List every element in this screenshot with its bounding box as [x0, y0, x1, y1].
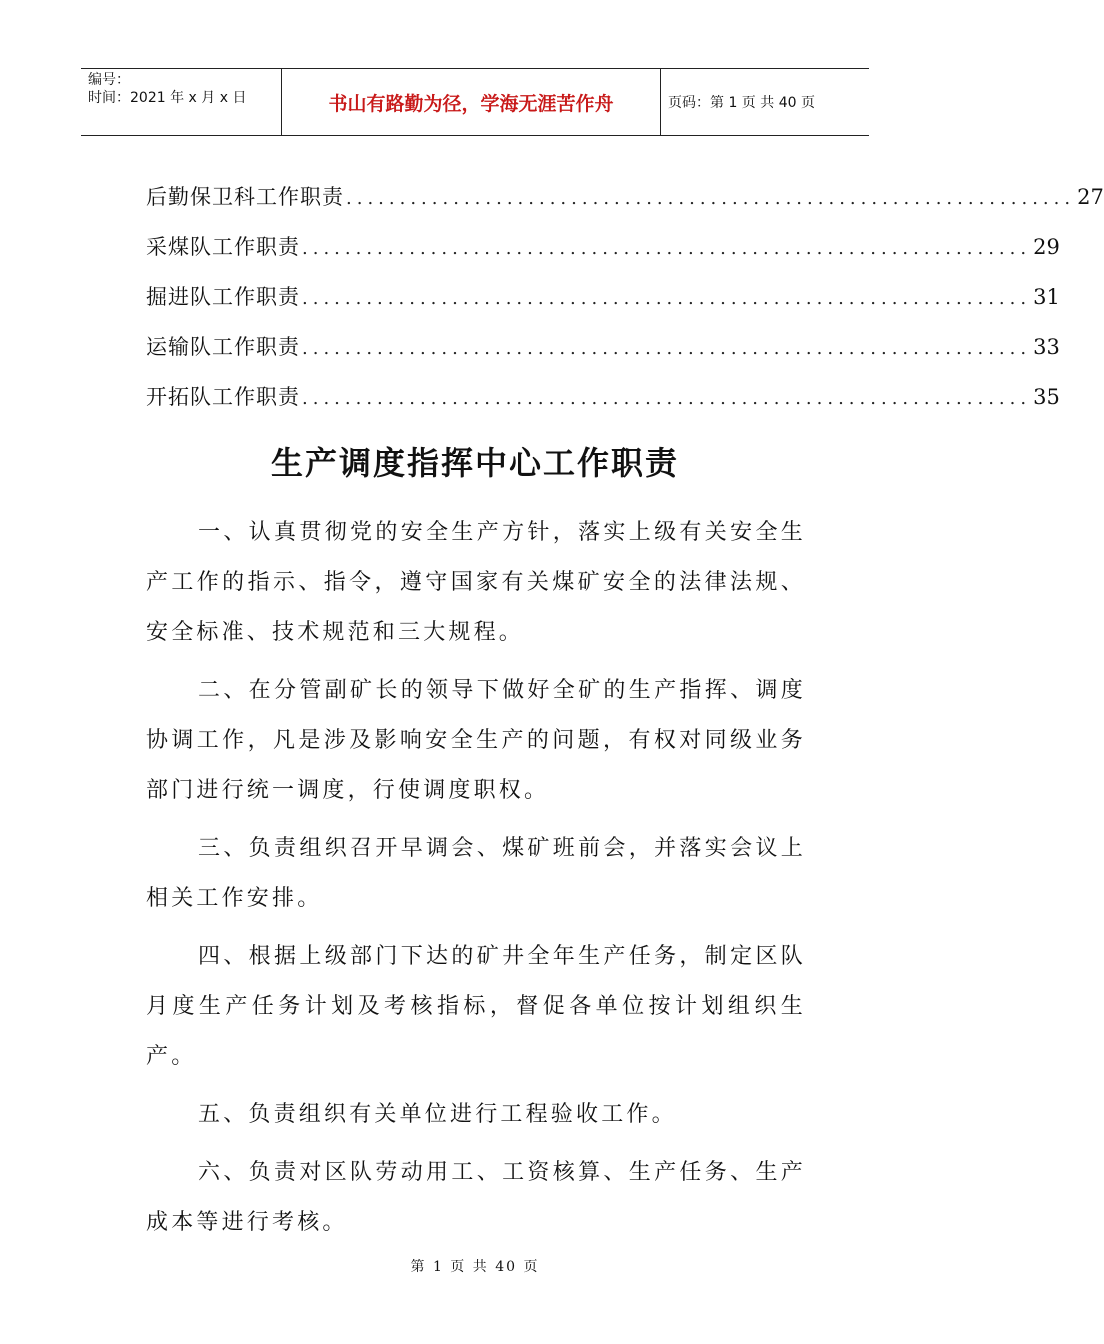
toc-entry-label: 采煤队工作职责: [146, 235, 300, 259]
toc-leader-dots: ....................................................................: [302, 238, 1032, 259]
paragraph: 一、认真贯彻党的安全生产方针，落实上级有关安全生产工作的指示、指令，遵守国家有关煤矿安全的法律法规、安全标准、技术规范和三大规程。: [146, 520, 806, 645]
section-title: 生产调度指挥中心工作职责: [270, 444, 679, 482]
document-body: [146, 508, 806, 1256]
paragraph: 六、负责对区队劳动用工、工资核算、生产任务、生产成本等进行考核。: [146, 1160, 806, 1235]
toc-leader-dots: ....................................................................: [302, 388, 1032, 409]
paragraph: 二、在分管副矿长的领导下做好全矿的生产指挥、调度协调工作，凡是涉及影响安全生产的问题，有权对同级业务部门进行统一调度，行使调度职权。: [146, 678, 806, 803]
toc-entry-label: 后勤保卫科工作职责: [146, 185, 344, 209]
toc-page-number: 29: [1033, 235, 1060, 259]
header-page-info: 页码：第 1 页 共 40 页: [668, 95, 815, 111]
toc-entry-label: 运输队工作职责: [146, 335, 300, 359]
header-motto: 书山有路勤为径，学海无涯苦作舟: [282, 69, 661, 135]
toc-entry-label: 掘进队工作职责: [146, 285, 300, 309]
paragraph: 五、负责组织有关单位进行工程验收工作。: [198, 1102, 677, 1127]
toc-leader-dots: ....................................................................: [346, 188, 1076, 209]
toc-leader-dots: ....................................................................: [302, 288, 1032, 309]
paragraph: 四、根据上级部门下达的矿井全年生产任务，制定区队月度生产任务计划及考核指标，督促各单位按计划组织生产。: [146, 944, 806, 1069]
toc-entry[interactable]: [146, 322, 1060, 372]
toc-entry[interactable]: [146, 222, 1060, 272]
toc-page-number: 31: [1033, 285, 1060, 309]
toc-page-number: 35: [1033, 385, 1060, 409]
toc-page-number: 27: [1077, 185, 1104, 209]
doc-number-label: 编号：: [88, 72, 130, 88]
toc-page-number: 33: [1033, 335, 1060, 359]
toc-entry[interactable]: [146, 272, 1060, 322]
date-label: 时间：2021 年 x 月 x 日: [88, 90, 247, 106]
paragraph: 三、负责组织召开早调会、煤矿班前会，并落实会议上相关工作安排。: [146, 836, 806, 911]
table-of-contents: [146, 172, 1104, 422]
toc-leader-dots: ....................................................................: [302, 338, 1032, 359]
page-footer: 第 1 页 共 40 页: [410, 1259, 540, 1275]
toc-entry-label: 开拓队工作职责: [146, 385, 300, 409]
toc-entry[interactable]: [146, 372, 1060, 422]
header-meta: [81, 69, 282, 135]
toc-entry[interactable]: [146, 172, 1104, 222]
page-header: [81, 68, 869, 136]
